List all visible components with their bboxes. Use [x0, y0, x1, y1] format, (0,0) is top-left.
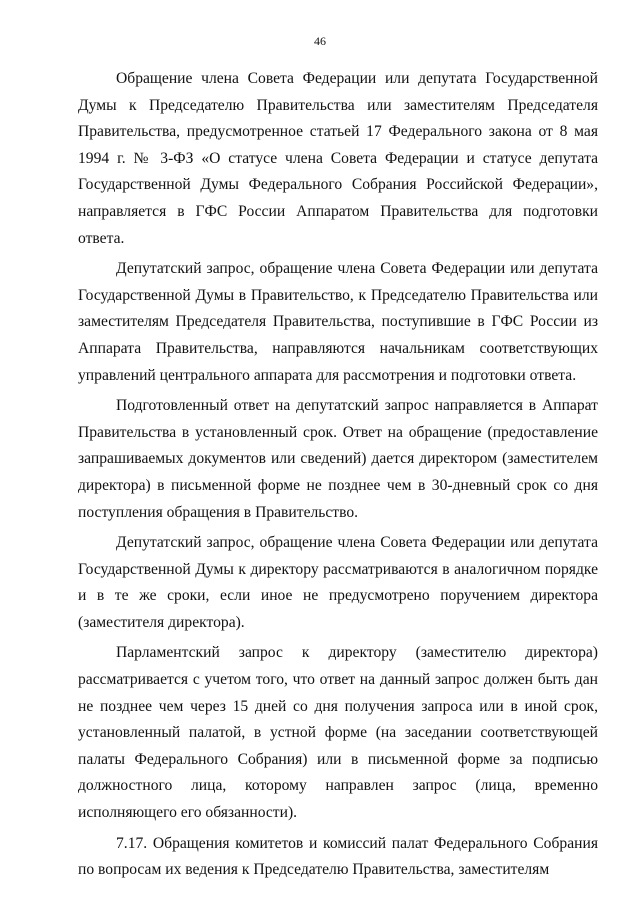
document-body [78, 66, 598, 888]
page-number: 46 [314, 34, 326, 48]
paragraph-request-to-director: Депутатский запрос, обращение члена Совета Федерации или депутата Государственной Думы к директору рассматриваются в аналогичном порядке и в те же сроки, если иное не предусмотрено поручением директора (заместителя директора). [78, 534, 598, 631]
paragraph-appeal-to-chairman: Обращение члена Совета Федерации или депутата Государственной Думы к Председателю Правительства или заместителям Председателя Правительства, предусмотренное статьей 17 Федерального закона от 8 мая 1994 г. № 3-ФЗ «О статусе члена Совета Федерации и статусе депутата Государственной Думы Федерального Собрания Российской Федерации», направляется в ГФС России Аппаратом Правительства для подготовки ответа. [78, 70, 598, 247]
paragraph-parliamentary-request: Парламентский запрос к директору (заместителю директора) рассматривается с учетом того, что ответ на данный запрос должен быть дан не позднее чем через 15 дней со дня получения запроса или в иной срок, установленный палатой, в устной форме (на заседании соответствующей палаты Федерального Собрания) или в письменной форме за подписью должностного лица, которому направлен запрос (лица, временно исполняющего его обязанности). [78, 644, 598, 822]
paragraph-deputy-request-routing: Депутатский запрос, обращение члена Совета Федерации или депутата Государственной Думы в Правительство, к Председателю Правительства или заместителям Председателя Правительства, поступившие в ГФС России из Аппарата Правительства, направляются начальникам соответствующих управлений центрального аппарата для рассмотрения и подготовки ответа. [78, 260, 598, 384]
paragraph-prepared-answer: Подготовленный ответ на депутатский запрос направляется в Аппарат Правительства в установленный срок. Ответ на обращение (предоставление запрашиваемых документов или сведений) дается директором (заместителем директора) в письменной форме не позднее чем в 30-дневный срок со дня поступления обращения в Правительство. [78, 397, 598, 521]
paragraph-committee-appeals: 7.17. Обращения комитетов и комиссий палат Федерального Собрания по вопросам их ведения к Председателю Правительства, заместителям [78, 834, 598, 879]
